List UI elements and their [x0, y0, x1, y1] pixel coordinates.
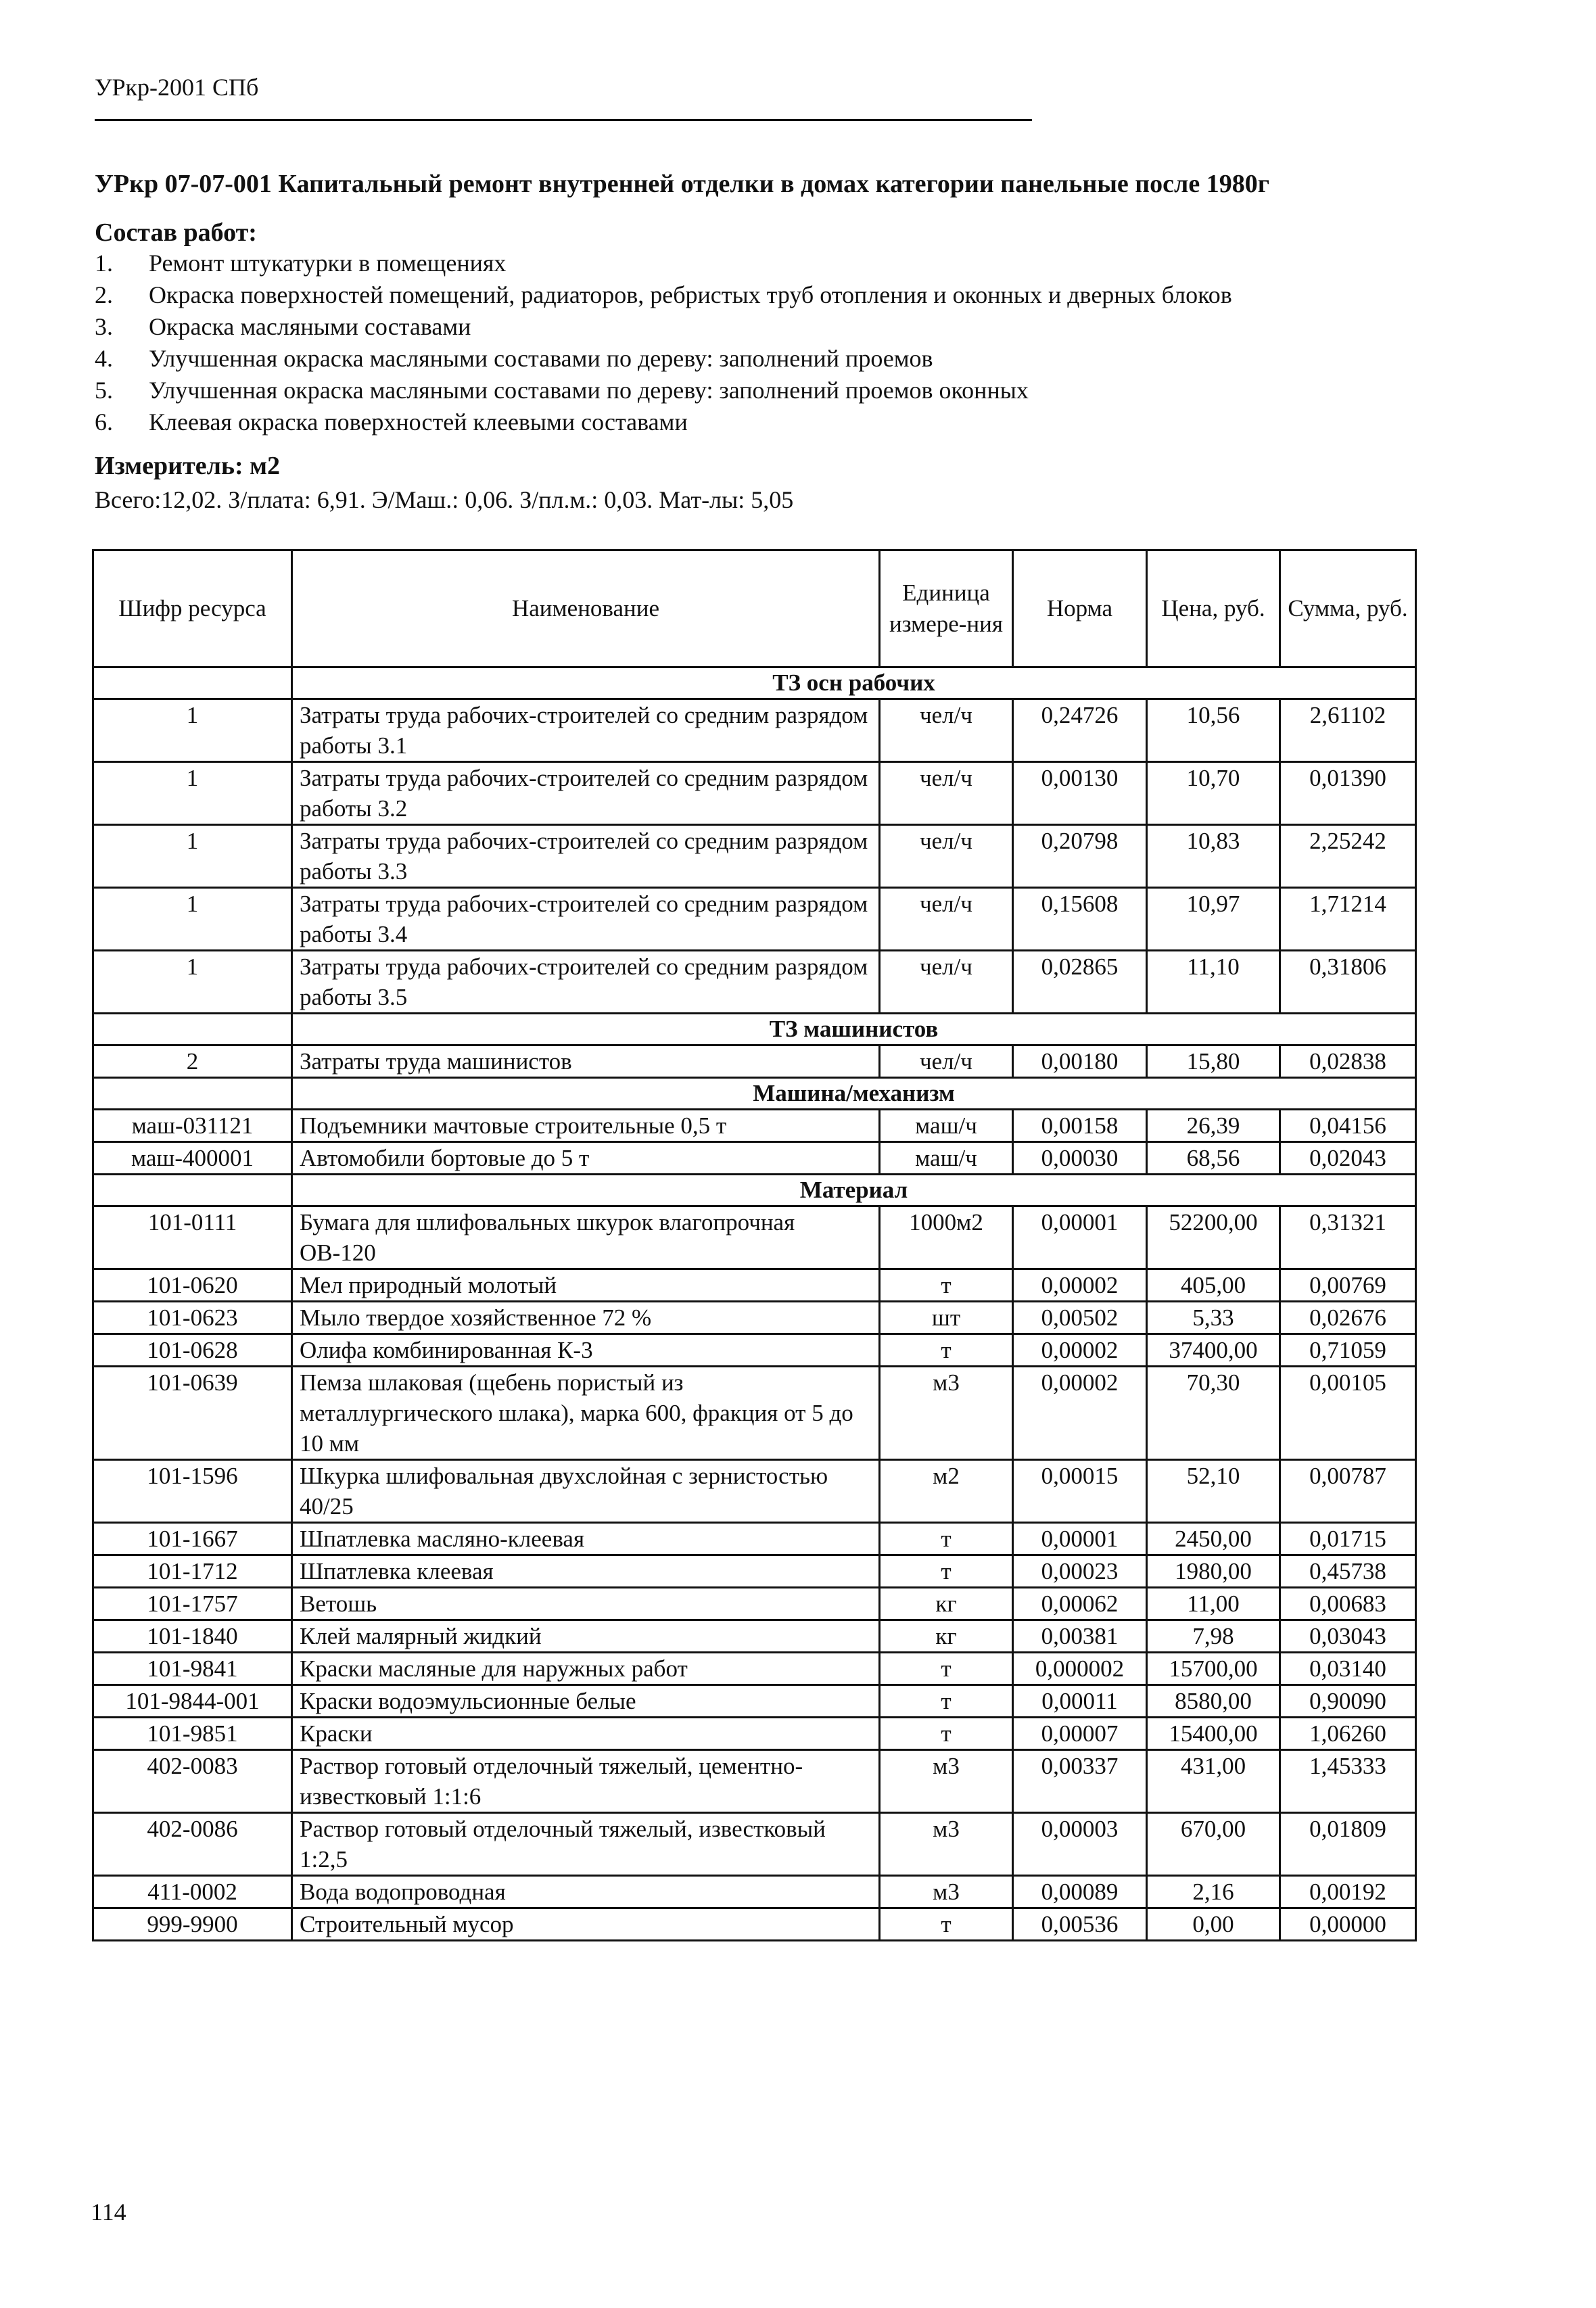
cell-unit: м3 [880, 1813, 1013, 1876]
works-item-text: Ремонт штукатурки в помещениях [149, 250, 507, 277]
table-row [93, 1653, 1416, 1685]
cell-unit: чел/ч [880, 699, 1013, 762]
cell-price: 1980,00 [1147, 1555, 1280, 1588]
table-row [93, 1908, 1416, 1941]
cell-sum: 0,90090 [1280, 1685, 1416, 1718]
cell-name: Раствор готовый отделочный тяжелый, известковый 1:2,5 [292, 1813, 880, 1876]
cell-name: Затраты труда рабочих-строителей со средним разрядом работы 3.2 [292, 762, 880, 825]
table-row [93, 951, 1416, 1014]
cell-unit: чел/ч [880, 762, 1013, 825]
cell-sum: 0,03140 [1280, 1653, 1416, 1685]
works-list-item [95, 406, 1232, 438]
table-row [93, 699, 1416, 762]
cell-name: Затраты труда рабочих-строителей со средним разрядом работы 3.3 [292, 825, 880, 888]
section-row [93, 1078, 1416, 1110]
cell-sum: 0,00787 [1280, 1460, 1416, 1523]
works-item-number: 4. [95, 345, 113, 372]
header-unit: Единица измере-ния [880, 550, 1013, 667]
cell-unit: чел/ч [880, 951, 1013, 1014]
section-title: Материал [292, 1175, 1416, 1206]
cell-sum: 0,03043 [1280, 1620, 1416, 1653]
cell-norm: 0,00130 [1013, 762, 1147, 825]
cell-norm: 0,00002 [1013, 1269, 1147, 1302]
cell-code: маш-031121 [93, 1110, 292, 1142]
cell-name: Краски водоэмульсионные белые [292, 1685, 880, 1718]
works-item-text: Окраска поверхностей помещений, радиаторов, ребристых труб отопления и оконных и дверных блоков [149, 281, 1232, 308]
cell-norm: 0,00002 [1013, 1367, 1147, 1460]
cell-unit: т [880, 1334, 1013, 1367]
cell-price: 431,00 [1147, 1750, 1280, 1813]
cell-price: 0,00 [1147, 1908, 1280, 1941]
cell-price: 5,33 [1147, 1302, 1280, 1334]
cell-norm: 0,00001 [1013, 1523, 1147, 1555]
cell-name: Шпатлевка масляно-клеевая [292, 1523, 880, 1555]
cell-norm: 0,00089 [1013, 1876, 1147, 1908]
cell-price: 68,56 [1147, 1142, 1280, 1175]
cell-name: Шкурка шлифовальная двухслойная с зернистостью 40/25 [292, 1460, 880, 1523]
cell-price: 8580,00 [1147, 1685, 1280, 1718]
cell-name: Ветошь [292, 1588, 880, 1620]
cell-code: 101-0111 [93, 1206, 292, 1269]
cell-unit: 1000м2 [880, 1206, 1013, 1269]
table-body [93, 667, 1416, 1941]
cell-code: 402-0083 [93, 1750, 292, 1813]
cell-norm: 0,00023 [1013, 1555, 1147, 1588]
cell-price: 10,70 [1147, 762, 1280, 825]
cell-name: Вода водопроводная [292, 1876, 880, 1908]
table-row [93, 1685, 1416, 1718]
totals-line: Всего:12,02. З/плата: 6,91. Э/Маш.: 0,06. З/пл.м.: 0,03. Мат-лы: 5,05 [95, 486, 794, 513]
header-name: Наименование [292, 550, 880, 667]
cell-norm: 0,15608 [1013, 888, 1147, 951]
table-row [93, 1813, 1416, 1876]
cell-code: 1 [93, 888, 292, 951]
cell-unit: чел/ч [880, 825, 1013, 888]
cell-price: 11,00 [1147, 1588, 1280, 1620]
cell-name: Затраты труда рабочих-строителей со средним разрядом работы 3.5 [292, 951, 880, 1014]
cell-norm: 0,00001 [1013, 1206, 1147, 1269]
cell-norm: 0,00062 [1013, 1588, 1147, 1620]
cell-norm: 0,00003 [1013, 1813, 1147, 1876]
works-item-number: 2. [95, 281, 113, 308]
cell-code: 402-0086 [93, 1813, 292, 1876]
cell-name: Строительный мусор [292, 1908, 880, 1941]
cell-norm: 0,00002 [1013, 1334, 1147, 1367]
cell-code: 101-9851 [93, 1718, 292, 1750]
works-item-text: Клеевая окраска поверхностей клеевыми составами [149, 408, 688, 435]
header-sum: Сумма, руб. [1280, 550, 1416, 667]
cell-code: 101-9841 [93, 1653, 292, 1685]
cell-code: маш-400001 [93, 1142, 292, 1175]
cell-sum: 0,00000 [1280, 1908, 1416, 1941]
document-title: УРкр 07-07-001 Капитальный ремонт внутренней отделки в домах категории панельные после 1980г [95, 170, 1269, 198]
cell-name: Краски [292, 1718, 880, 1750]
table-row [93, 1750, 1416, 1813]
cell-sum: 0,02043 [1280, 1142, 1416, 1175]
section-blank-cell [93, 1014, 292, 1045]
cell-unit: м2 [880, 1460, 1013, 1523]
cell-norm: 0,00180 [1013, 1045, 1147, 1078]
cell-price: 7,98 [1147, 1620, 1280, 1653]
cell-sum: 0,31321 [1280, 1206, 1416, 1269]
cell-name: Шпатлевка клеевая [292, 1555, 880, 1588]
cell-name: Раствор готовый отделочный тяжелый, цементно-известковый 1:1:6 [292, 1750, 880, 1813]
cell-price: 11,10 [1147, 951, 1280, 1014]
cell-price: 26,39 [1147, 1110, 1280, 1142]
cell-name: Автомобили бортовые до 5 т [292, 1142, 880, 1175]
works-list-item [95, 343, 1232, 375]
works-list [95, 248, 1232, 438]
cell-norm: 0,00030 [1013, 1142, 1147, 1175]
cell-code: 411-0002 [93, 1876, 292, 1908]
cell-unit: чел/ч [880, 888, 1013, 951]
cell-code: 1 [93, 951, 292, 1014]
cell-code: 101-1596 [93, 1460, 292, 1523]
cell-unit: м3 [880, 1367, 1013, 1460]
cell-name: Затраты труда рабочих-строителей со средним разрядом работы 3.4 [292, 888, 880, 951]
cell-code: 1 [93, 762, 292, 825]
cell-sum: 0,71059 [1280, 1334, 1416, 1367]
table-row [93, 762, 1416, 825]
cell-sum: 0,45738 [1280, 1555, 1416, 1588]
table-row [93, 1045, 1416, 1078]
cell-sum: 0,01390 [1280, 762, 1416, 825]
table-row [93, 1269, 1416, 1302]
table-row [93, 1142, 1416, 1175]
section-blank-cell [93, 1078, 292, 1110]
table-row [93, 1334, 1416, 1367]
table-row [93, 1876, 1416, 1908]
cell-sum: 0,01715 [1280, 1523, 1416, 1555]
section-title: Машина/механизм [292, 1078, 1416, 1110]
cell-price: 10,97 [1147, 888, 1280, 951]
table-row [93, 1302, 1416, 1334]
table-row [93, 1367, 1416, 1460]
cell-unit: кг [880, 1588, 1013, 1620]
cell-name: Олифа комбинированная К-3 [292, 1334, 880, 1367]
table-row [93, 1588, 1416, 1620]
cell-price: 15400,00 [1147, 1718, 1280, 1750]
cell-code: 101-0620 [93, 1269, 292, 1302]
cell-price: 2,16 [1147, 1876, 1280, 1908]
header-price: Цена, руб. [1147, 550, 1280, 667]
cell-norm: 0,00536 [1013, 1908, 1147, 1941]
cell-unit: т [880, 1269, 1013, 1302]
cell-price: 10,56 [1147, 699, 1280, 762]
cell-unit: чел/ч [880, 1045, 1013, 1078]
cell-sum: 0,01809 [1280, 1813, 1416, 1876]
works-item-text: Улучшенная окраска масляными составами по дереву: заполнений проемов оконных [149, 377, 1029, 404]
cell-code: 1 [93, 699, 292, 762]
works-list-item [95, 248, 1232, 279]
cell-price: 37400,00 [1147, 1334, 1280, 1367]
cell-norm: 0,00502 [1013, 1302, 1147, 1334]
cell-name: Пемза шлаковая (щебень пористый из металлургического шлака), марка 600, фракция от 5 до 10 мм [292, 1367, 880, 1460]
table-row [93, 1110, 1416, 1142]
works-item-number: 5. [95, 377, 113, 404]
cell-sum: 0,02676 [1280, 1302, 1416, 1334]
cell-name: Краски масляные для наружных работ [292, 1653, 880, 1685]
cell-code: 1 [93, 825, 292, 888]
page-number: 114 [91, 2198, 126, 2225]
cell-price: 52200,00 [1147, 1206, 1280, 1269]
cell-price: 2450,00 [1147, 1523, 1280, 1555]
section-row [93, 1175, 1416, 1206]
cell-price: 10,83 [1147, 825, 1280, 888]
cell-unit: маш/ч [880, 1110, 1013, 1142]
cell-norm: 0,00381 [1013, 1620, 1147, 1653]
section-blank-cell [93, 667, 292, 699]
works-list-item [95, 311, 1232, 343]
cell-price: 15700,00 [1147, 1653, 1280, 1685]
cell-sum: 1,71214 [1280, 888, 1416, 951]
cell-norm: 0,000002 [1013, 1653, 1147, 1685]
header-rule [95, 119, 1032, 121]
cell-price: 405,00 [1147, 1269, 1280, 1302]
works-heading: Состав работ: [95, 218, 257, 247]
cell-sum: 0,00683 [1280, 1588, 1416, 1620]
cell-name: Бумага для шлифовальных шкурок влагопрочная ОВ-120 [292, 1206, 880, 1269]
cell-sum: 0,04156 [1280, 1110, 1416, 1142]
cell-unit: м3 [880, 1876, 1013, 1908]
cell-sum: 0,31806 [1280, 951, 1416, 1014]
cell-code: 101-9844-001 [93, 1685, 292, 1718]
cell-sum: 1,45333 [1280, 1750, 1416, 1813]
cell-name: Затраты труда машинистов [292, 1045, 880, 1078]
section-blank-cell [93, 1175, 292, 1206]
section-title: ТЗ машинистов [292, 1014, 1416, 1045]
cell-norm: 0,02865 [1013, 951, 1147, 1014]
cell-code: 101-0628 [93, 1334, 292, 1367]
table-header-row [93, 550, 1416, 667]
table-row [93, 1206, 1416, 1269]
cell-code: 999-9900 [93, 1908, 292, 1941]
section-row [93, 667, 1416, 699]
table-row [93, 1718, 1416, 1750]
table-row [93, 1523, 1416, 1555]
works-list-item [95, 279, 1232, 311]
section-row [93, 1014, 1416, 1045]
cell-sum: 2,25242 [1280, 825, 1416, 888]
cell-unit: маш/ч [880, 1142, 1013, 1175]
cell-name: Мел природный молотый [292, 1269, 880, 1302]
cell-norm: 0,00158 [1013, 1110, 1147, 1142]
cell-name: Подъемники мачтовые строительные 0,5 т [292, 1110, 880, 1142]
cell-price: 52,10 [1147, 1460, 1280, 1523]
cell-price: 670,00 [1147, 1813, 1280, 1876]
cell-norm: 0,20798 [1013, 825, 1147, 888]
cell-code: 101-1667 [93, 1523, 292, 1555]
cell-price: 70,30 [1147, 1367, 1280, 1460]
cell-unit: т [880, 1685, 1013, 1718]
cell-name: Клей малярный жидкий [292, 1620, 880, 1653]
table-row [93, 1555, 1416, 1588]
header-code: Шифр ресурса [93, 550, 292, 667]
cell-unit: т [880, 1653, 1013, 1685]
works-item-text: Улучшенная окраска масляными составами по дереву: заполнений проемов [149, 345, 933, 372]
cell-code: 2 [93, 1045, 292, 1078]
cell-name: Затраты труда рабочих-строителей со средним разрядом работы 3.1 [292, 699, 880, 762]
cell-sum: 0,00769 [1280, 1269, 1416, 1302]
cell-sum: 0,00192 [1280, 1876, 1416, 1908]
cell-norm: 0,24726 [1013, 699, 1147, 762]
cell-code: 101-0623 [93, 1302, 292, 1334]
resources-table [92, 549, 1417, 1941]
cell-sum: 1,06260 [1280, 1718, 1416, 1750]
cell-code: 101-1840 [93, 1620, 292, 1653]
header-norm: Норма [1013, 550, 1147, 667]
cell-code: 101-1757 [93, 1588, 292, 1620]
cell-sum: 0,02838 [1280, 1045, 1416, 1078]
table-row [93, 825, 1416, 888]
cell-unit: т [880, 1718, 1013, 1750]
cell-unit: т [880, 1908, 1013, 1941]
table-row [93, 1460, 1416, 1523]
cell-norm: 0,00337 [1013, 1750, 1147, 1813]
table-row [93, 888, 1416, 951]
cell-name: Мыло твердое хозяйственное 72 % [292, 1302, 880, 1334]
section-title: ТЗ осн рабочих [292, 667, 1416, 699]
cell-unit: шт [880, 1302, 1013, 1334]
cell-norm: 0,00011 [1013, 1685, 1147, 1718]
cell-norm: 0,00007 [1013, 1718, 1147, 1750]
cell-unit: м3 [880, 1750, 1013, 1813]
cell-unit: т [880, 1555, 1013, 1588]
works-item-number: 3. [95, 313, 113, 340]
works-item-number: 1. [95, 250, 113, 277]
cell-sum: 2,61102 [1280, 699, 1416, 762]
works-item-text: Окраска масляными составами [149, 313, 471, 340]
works-list-item [95, 375, 1232, 406]
works-item-number: 6. [95, 408, 113, 435]
cell-price: 15,80 [1147, 1045, 1280, 1078]
table-row [93, 1620, 1416, 1653]
cell-unit: кг [880, 1620, 1013, 1653]
cell-code: 101-1712 [93, 1555, 292, 1588]
cell-code: 101-0639 [93, 1367, 292, 1460]
cell-norm: 0,00015 [1013, 1460, 1147, 1523]
cell-sum: 0,00105 [1280, 1367, 1416, 1460]
meter-heading: Измеритель: м2 [95, 452, 281, 480]
cell-unit: т [880, 1523, 1013, 1555]
running-header: УРкр-2001 СПб [95, 74, 259, 101]
